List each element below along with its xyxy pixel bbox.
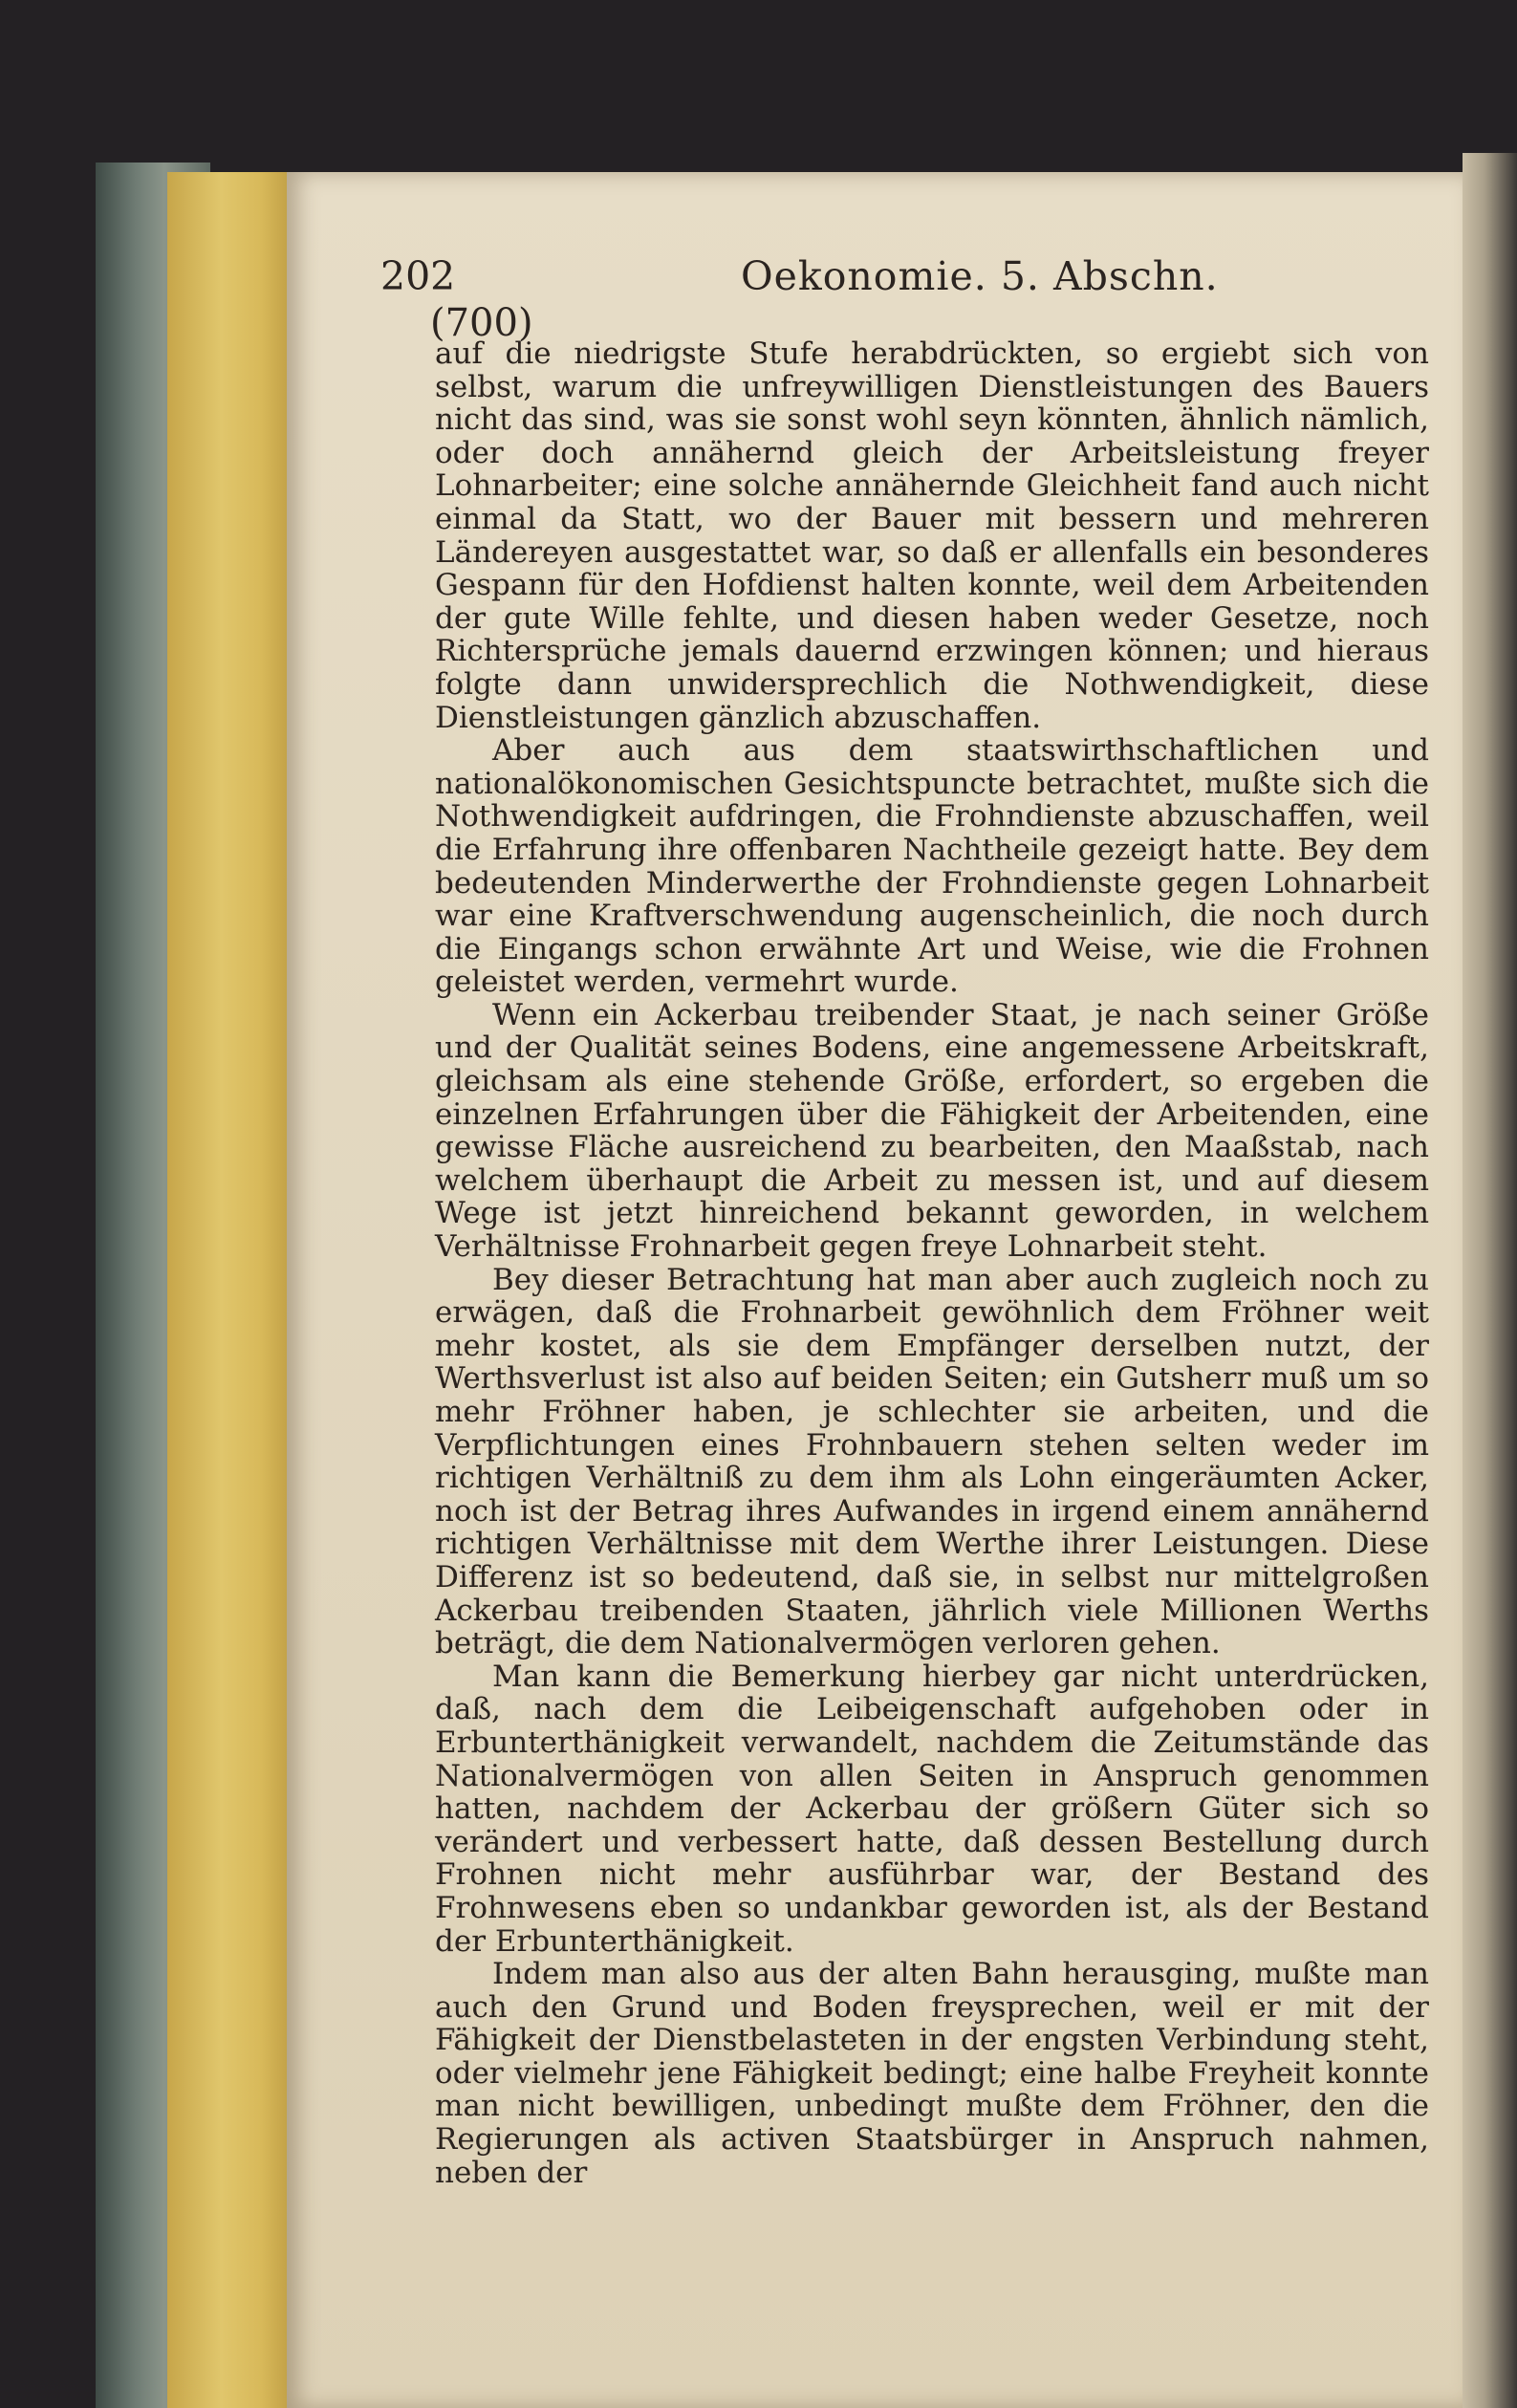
body-text: [435, 337, 1429, 2189]
paragraph: Bey dieser Betrachtung hat man aber auch zugleich noch zu erwägen, daß die Frohnarbeit gewöhnlich dem Fröhner weit mehr kostet, als sie dem Empfänger derselben nutzt, der Werthsverlust ist also auf beiden Seiten; ein Gutsherr muß um so mehr Fröhner haben, je schlechter sie arbeiten, und die Verpflichtungen eines Frohnbauern stehen selten weder im richtigen Verhältniß zu dem ihm als Lohn eingeräumten Acker, noch ist der Betrag ihres Aufwandes in irgend einem annähernd richtigen Verhältnisse mit dem Werthe ihrer Leistungen. Diese Differenz ist so bedeutend, daß sie, in selbst nur mittelgroßen Ackerbau treibenden Staaten, jährlich viele Millionen Werths beträgt, die dem Nationalvermögen verloren gehen.: [435, 1262, 1429, 1661]
paragraph: Aber auch aus dem staatswirthschaftlichen und nationalökonomischen Gesichtspuncte betrachtet, mußte sich die Nothwendigkeit aufdringen, die Frohndienste abzuschaffen, weil die Erfahrung ihre offenbaren Nachtheile gezeigt hatte. Bey dem bedeutenden Minderwerthe der Frohndienste gegen Lohnarbeit war eine Kraftverschwendung augenscheinlich, die noch durch die Eingangs schon erwähnte Art und Weise, wie die Frohnen geleistet werden, vermehrt wurde.: [435, 733, 1429, 1000]
paragraph: Man kann die Bemerkung hierbey gar nicht unterdrücken, daß, nach dem die Leibeigenschaft aufgehoben oder in Erbunterthänigkeit verwandelt, nachdem die Zeitumstände das Nationalvermögen von allen Seiten in Anspruch genommen hatten, nachdem der Ackerbau der größern Güter sich so verändert und verbessert hatte, daß dessen Bestellung durch Frohnen nicht mehr ausführbar war, der Bestand des Frohnwesens eben so undankbar geworden ist, als der Bestand der Erbunterthänigkeit.: [435, 1659, 1429, 1959]
gilt-page-edges: [167, 172, 301, 2408]
paragraph: auf die niedrigste Stufe herabdrückten, so ergiebt sich von selbst, warum die unfreywilligen Dienstleistungen des Bauers nicht das sind, was sie sonst wohl seyn könnten, ähnlich nämlich, oder doch annähernd gleich der Arbeitsleistung freyer Lohnarbeiter; eine solche annähernde Gleichheit fand auch nicht einmal da Statt, wo der Bauer mit bessern und mehreren Ländereyen ausgestattet war, so daß er allenfalls ein besonderes Gespann für den Hofdienst halten konnte, weil dem Arbeitenden der gute Wille fehlte, und diesen haben weder Gesetze, noch Richtersprüche jemals dauernd erzwingen können; und hieraus folgte dann unwidersprechlich die Nothwendigkeit, diese Dienstleistungen gänzlich abzuschaffen.: [435, 336, 1429, 735]
running-head: [0, 253, 1517, 311]
chapter-title: Oekonomie. 5. Abschn.: [741, 253, 1219, 299]
page-number: 202: [380, 253, 456, 299]
section-number: (700): [430, 301, 533, 345]
facing-page-edge: [1463, 153, 1517, 2408]
paragraph: Indem man also aus der alten Bahn herausging, mußte man auch den Grund und Boden freysprechen, weil er mit der Fähigkeit der Dienstbelasteten in der engsten Verbindung steht, oder vielmehr jene Fähigkeit bedingt; eine halbe Freyheit konnte man nicht bewilligen, unbedingt mußte dem Fröhner, den die Regierungen als activen Staatsbürger in Anspruch nahmen, neben der: [435, 1957, 1429, 2190]
paragraph: Wenn ein Ackerbau treibender Staat, je nach seiner Größe und der Qualität seines Bodens, eine angemessene Arbeitskraft, gleichsam als eine stehende Größe, erfordert, so ergeben die einzelnen Erfahrungen über die Fähigkeit der Arbeitenden, eine gewisse Fläche ausreichend zu bearbeiten, den Maaßstab, nach welchem überhaupt die Arbeit zu messen ist, und auf diesem Wege ist jetzt hinreichend bekannt geworden, in welchem Verhältnisse Frohnarbeit gegen freye Lohnarbeit steht.: [435, 997, 1429, 1265]
